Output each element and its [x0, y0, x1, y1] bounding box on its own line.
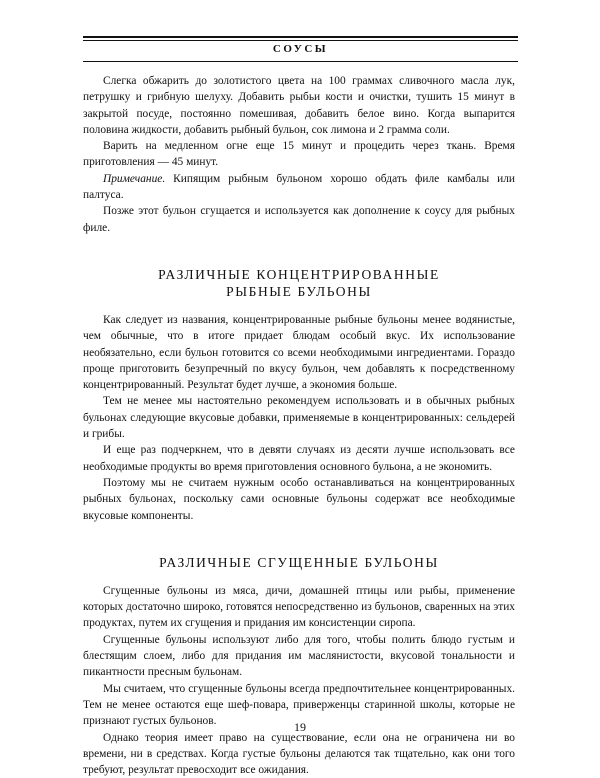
section-heading-line: РАЗЛИЧНЫЕ СГУЩЕННЫЕ БУЛЬОНЫ [83, 554, 515, 571]
note-label: Примечание. [103, 173, 165, 185]
header-rule-top-thin [83, 40, 518, 41]
paragraph: Тем не менее мы настоятельно рекомендуем использовать и в обычных рыбных бульонах следующие вкусовые добавки, применяемые в концентрированных: сельдерей и грибы. [83, 393, 515, 442]
paragraph: Сгущенные бульоны используют либо для того, чтобы полить блюдо густым и блестящим слоем, либо для придания им маслянистости, вкусовой тональности и пикантности пресным бульонам. [83, 632, 515, 681]
note-text: Кипящим рыбным бульоном хорошо обдать филе камбалы или палтуса. [83, 173, 515, 201]
paragraph: Мы считаем, что сгущенные бульоны всегда предпочтительнее концентрированных. Тем не менее остаются еще шеф-повара, приверженцы старинной школы, которые не признают густых бульонов. [83, 681, 515, 730]
page-body [83, 73, 515, 778]
running-head: СОУСЫ [83, 43, 518, 55]
header-rule-top [83, 36, 518, 38]
section-heading-concentrated [83, 266, 515, 300]
page-number: 19 [0, 720, 600, 735]
paragraph: Поэтому мы не считаем нужным особо останавливаться на концентрированных рыбных бульонах, поскольку сами основные бульоны содержат все необходимые вкусовые компоненты. [83, 475, 515, 524]
header-rule-bottom [83, 61, 518, 62]
paragraph: Однако теория имеет право на существование, если она не ограничена ни во времени, ни в средствах. Когда густые бульоны делаются так тщательно, как они того требуют, результат превосходит все ожидания. [83, 730, 515, 778]
paragraph: И еще раз подчеркнем, что в девяти случаях из десяти лучше использовать все необходимые продукты во время приготовления основного бульона, а не экономить. [83, 442, 515, 475]
paragraph: Слегка обжарить до золотистого цвета на 100 граммах сливочного масла лук, петрушку и грибную шелуху. Добавить рыбьи кости и очистки, тушить 15 минут в закрытой посуде, постоянно помешивая, добавить белое вино. Когда выпарится половина жидкости, добавить рыбный бульон, сок лимона и 2 грамма соли. [83, 73, 515, 138]
section-heading-line: РЫБНЫЕ БУЛЬОНЫ [83, 283, 515, 300]
section-heading-line: РАЗЛИЧНЫЕ КОНЦЕНТРИРОВАННЫЕ [83, 266, 515, 283]
paragraph: Сгущенные бульоны из мяса, дичи, домашней птицы или рыбы, применение которых достаточно широко, готовятся непосредственно из бульонов, сваренных на этих продуктах, путем их сгущения и придания им консистенции сиропа. [83, 583, 515, 632]
paragraph: Позже этот бульон сгущается и используется как дополнение к соусу для рыбных филе. [83, 203, 515, 236]
paragraph: Как следует из названия, концентрированные рыбные бульоны менее водянистые, чем обычные, что в итоге придает блюдам особый вкус. Их использование необязательно, если бульон готовится со всеми необходимыми ингредиентами. Гораздо проще приготовить безупречный по вкусу бульон, чем добавлять к посредственному концентрированный. Результат будет лучше, а экономия больше. [83, 312, 515, 393]
paragraph: Варить на медленном огне еще 15 минут и процедить через ткань. Время приготовления — 45 минут. [83, 138, 515, 171]
note-paragraph [83, 171, 515, 204]
section-heading-thickened [83, 554, 515, 571]
